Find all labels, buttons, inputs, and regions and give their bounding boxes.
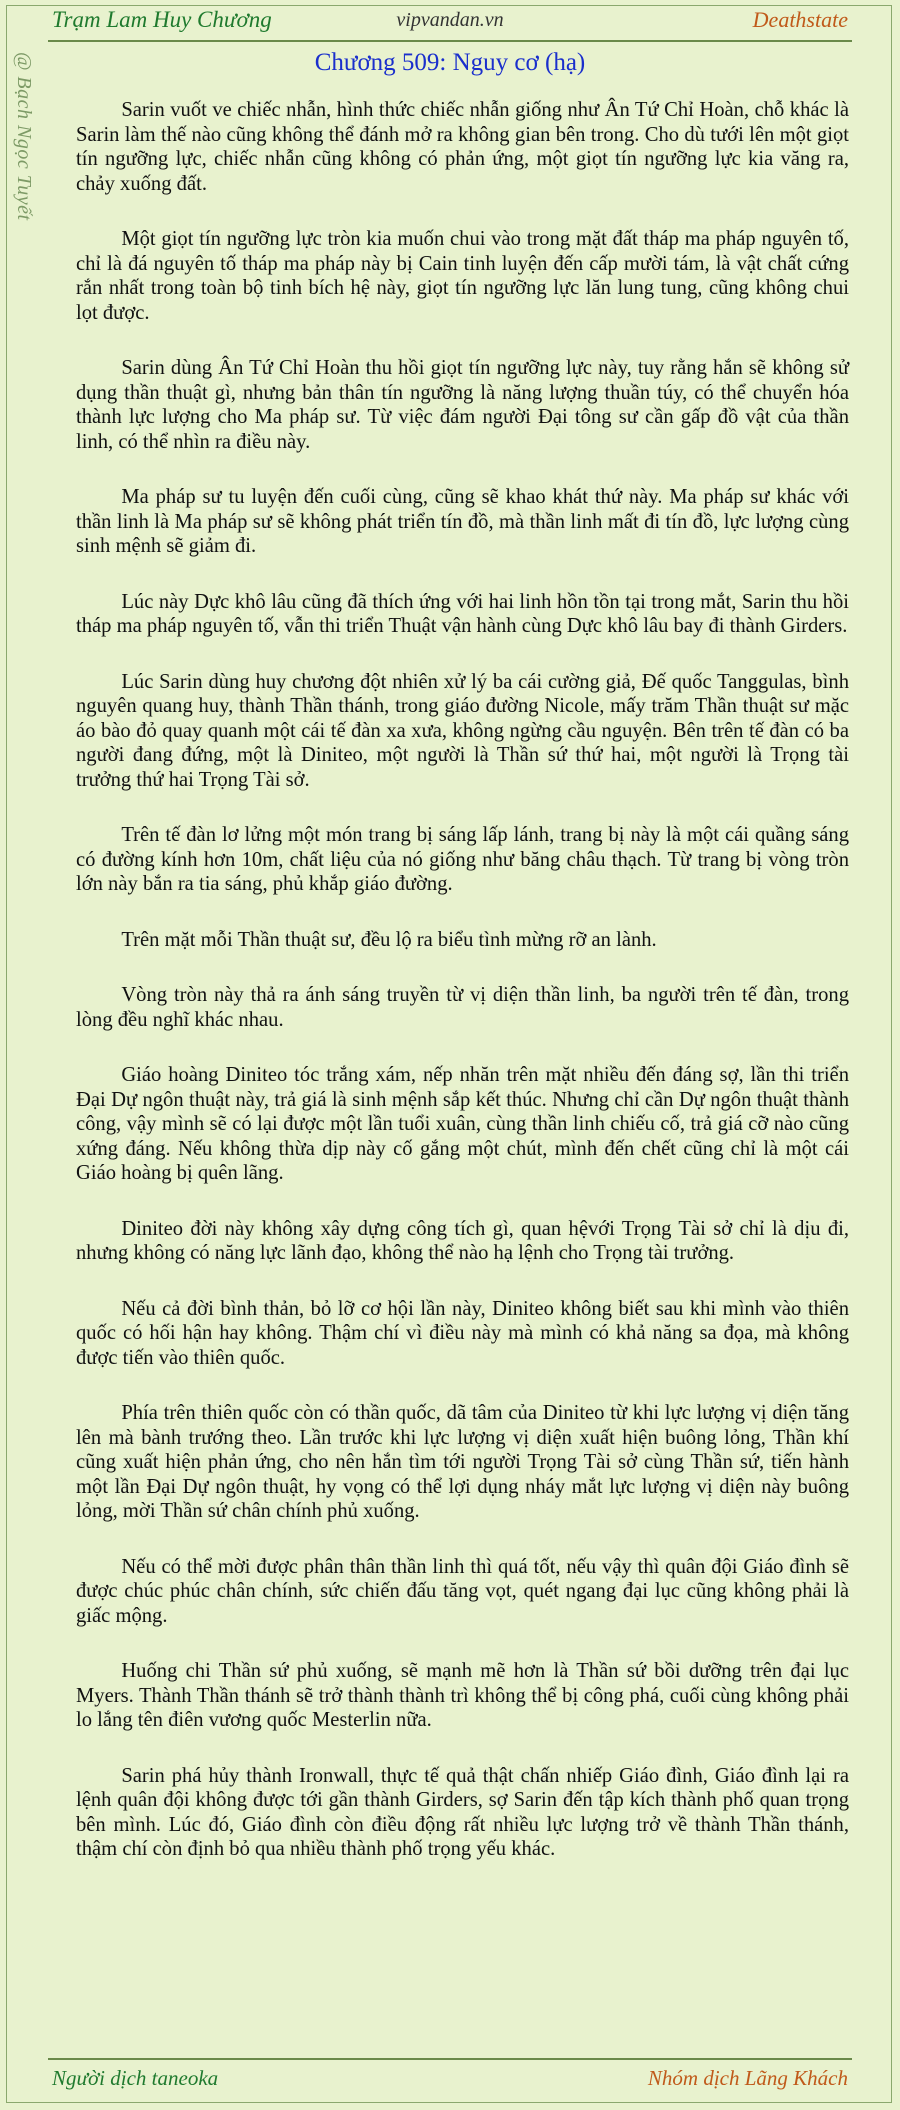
paragraph: Sarin phá hủy thành Ironwall, thực tế quả thật chấn nhiếp Giáo đình, Giáo đình lại ra lệnh quân đội không được tới gần thành Girders, sợ Sarin đến tập kích thành phố quan trọng bên mình. Lúc đó, Giáo đình còn điều động rất nhiều lực lượng trở về thành Thần thánh, thậm chí còn định bỏ qua nhiều thành phố trọng yếu khác. <box>76 1764 849 1860</box>
paragraph: Một giọt tín ngưỡng lực tròn kia muốn chui vào trong mặt đất tháp ma pháp nguyên tố, chỉ là đá nguyên tố tháp ma pháp này bị Cain tinh luyện đến cấp mười tám, là vật chất cứng rắn nhất trong toàn bộ tinh bích hệ này, giọt tín ngưỡng lực lăn lung tung, cũng không chui lọt được. <box>76 228 849 324</box>
page-header <box>48 4 852 42</box>
paragraph: Phía trên thiên quốc còn có thần quốc, dã tâm của Diniteo từ khi lực lượng vị diện tăng lên mà bành trướng theo. Lần trước khi lực lượng vị diện xuất hiện buông lỏng, Thần khí cũng xuất hiện phản ứng, cho nên hắn tìm tới người Trọng Tài sở cùng Thần sứ, tiến hành một lần Đại Dự ngôn thuật, hy vọng có thể lợi dụng nháy mắt lực lượng vị diện này buông lỏng, mời Thần sứ chân chính phủ xuống. <box>76 1402 849 1522</box>
paragraph: Lúc Sarin dùng huy chương đột nhiên xử lý ba cái cường giả, Đế quốc Tanggulas, bình nguyên quang huy, thành Thần thánh, trong giáo đường Nicole, mấy trăm Thần thuật sư mặc áo bào đỏ quay quanh một cái tế đàn xa xưa, không ngừng cầu nguyện. Bên trên tế đàn có ba người đang đứng, một là Diniteo, một người là Thần sứ thứ hai, một người là Trọng tài trưởng thứ hai Trọng Tài sở. <box>76 670 849 791</box>
group-credit: Nhóm dịch Lãng Khách <box>647 2066 848 2090</box>
paragraph: Trên mặt mỗi Thần thuật sư, đều lộ ra biểu tình mừng rỡ an lành. <box>121 928 657 951</box>
chapter-title: Chương 509: Nguy cơ (hạ) <box>314 49 586 76</box>
paragraph: Ma pháp sư tu luyện đến cuối cùng, cũng sẽ khao khát thứ này. Ma pháp sư khác với thần linh là Ma pháp sư sẽ không phát triển tín đồ, mà thần linh mất đi tín đồ, lực lượng cùng sinh mệnh sẽ giảm đi. <box>76 486 849 557</box>
paragraph: Huống chi Thần sứ phủ xuống, sẽ mạnh mẽ hơn là Thần sứ bồi dưỡng trên đại lục Myers. Thành Thần thánh sẽ trở thành thành trì không thể bị công phá, cuối cùng không phải lo lắng tên điên vương quốc Mesterlin nữa. <box>76 1660 849 1731</box>
side-credit: @ Bạch Ngọc Tuyết <box>13 52 35 221</box>
paragraph: Diniteo đời này không xây dựng công tích gì, quan hệvới Trọng Tài sở chỉ là dịu đi, nhưng không có năng lực lãnh đạo, không thể nào hạ lệnh cho Trọng tài trưởng. <box>76 1217 849 1264</box>
author-name: Deathstate <box>752 7 848 32</box>
paragraph: Nếu có thể mời được phân thân thần linh thì quá tốt, nếu vậy thì quân đội Giáo đình sẽ được chúc phúc chân chính, sức chiến đấu tăng vọt, quét ngang đại lục cũng không phải là giấc mộng. <box>76 1555 849 1627</box>
paragraph: Sarin dùng Ân Tứ Chỉ Hoàn thu hồi giọt tín ngưỡng lực này, tuy rằng hắn sẽ không sử dụng thần thuật gì, nhưng bản thân tín ngưỡng là năng lượng thuần túy, có thể chuyển hóa thành lực lượng cho Ma pháp sư. Từ việc đám người Đại tông sư cần gấp đồ vật của thần linh, có thể nhìn ra điều này. <box>76 357 849 453</box>
paragraph: Nếu cả đời bình thản, bỏ lỡ cơ hội lần này, Diniteo không biết sau khi mình vào thiên quốc có hối hận hay không. Thậm chí vì điều này mà mình có khả năng sa đọa, mà không được tiến vào thiên quốc. <box>76 1297 849 1369</box>
paragraph: Giáo hoàng Diniteo tóc trắng xám, nếp nhăn trên mặt nhiều đến đáng sợ, lần thi triển Đại Dự ngôn thuật này, trả giá là sinh mệnh sắp kết thúc. Nhưng chỉ cần Dự ngôn thuật thành công, vậy mình sẽ có lại được một lần tuổi xuân, cùng thần linh chiếu cố, trả giá cỡ nào cũng xứng đáng. Nếu không thừa dịp này cố gắng một chút, mình đến chết cũng chỉ là một cái Giáo hoàng bị quên lãng. <box>76 1064 849 1184</box>
paragraph: Vòng tròn này thả ra ánh sáng truyền từ vị diện thần linh, ba người trên tế đàn, trong lòng đều nghĩ khác nhau. <box>76 984 849 1031</box>
paragraph: Sarin vuốt ve chiếc nhẫn, hình thức chiếc nhẫn giống như Ân Tứ Chỉ Hoàn, chỗ khác là Sarin làm thế nào cũng không thể đánh mở ra không gian bên trong. Cho dù tưới lên một giọt tín ngưỡng lực, chiếc nhẫn cũng không có phản ứng, một giọt tín ngưỡng lực kia văng ra, chảy xuống đất. <box>76 99 849 195</box>
chapter-body <box>76 98 849 1893</box>
site-name: vipvandan.vn <box>396 9 504 31</box>
book-title: Trạm Lam Huy Chương <box>52 7 272 32</box>
page-footer <box>48 2058 852 2098</box>
paragraph: Trên tế đàn lơ lửng một món trang bị sáng lấp lánh, trang bị này là một cái quầng sáng có đường kính hơn 10m, chất liệu của nó giống như băng châu thạch. Từ trang bị vòng tròn lớn này bắn ra tia sáng, phủ khắp giáo đường. <box>76 824 849 895</box>
translator-credit: Người dịch taneoka <box>52 2066 219 2090</box>
paragraph: Lúc này Dực khô lâu cũng đã thích ứng với hai linh hồn tồn tại trong mắt, Sarin thu hồi tháp ma pháp nguyên tố, vẫn thi triển Thuật vận hành cùng Dực khô lâu bay đi thành Girders. <box>76 590 849 637</box>
